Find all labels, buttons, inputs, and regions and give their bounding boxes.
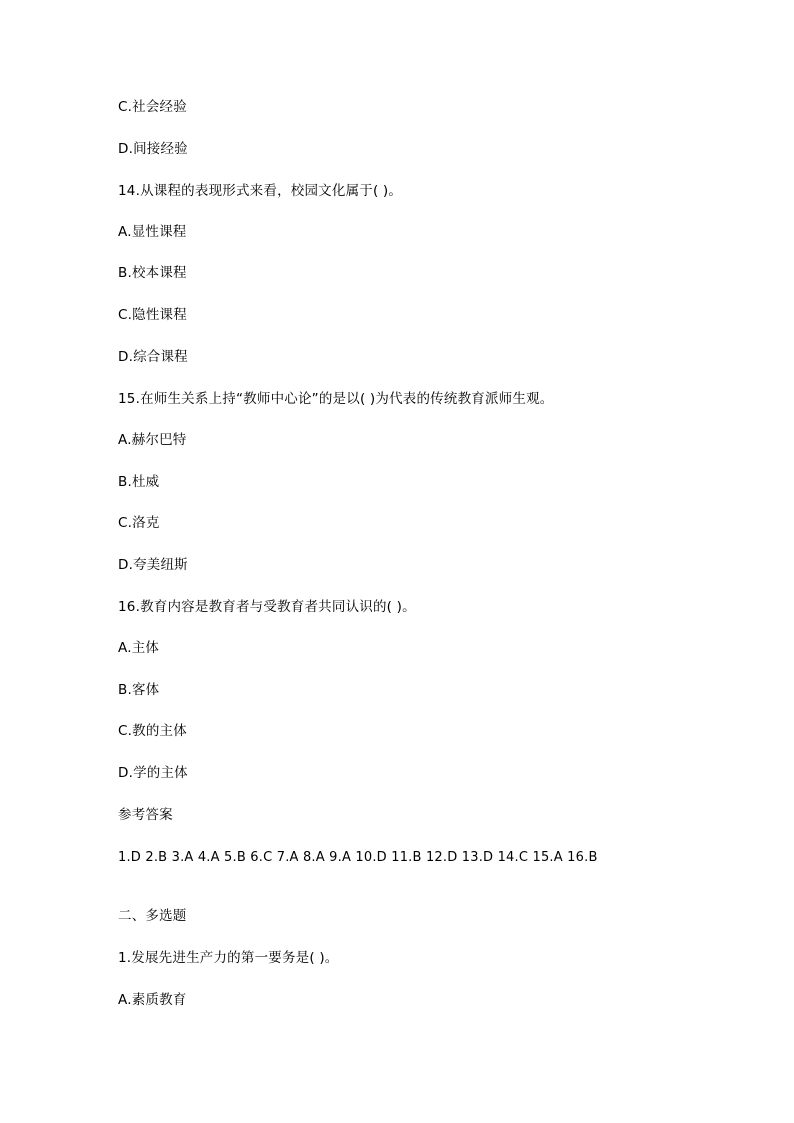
q14-option-d: D.综合课程 — [118, 349, 188, 365]
q15-question: 15.在师生关系上持“教师中心论”的是以( )为代表的传统教育派师生观。 — [118, 391, 554, 407]
q16-option-b: B.客体 — [118, 682, 160, 698]
q14-option-b: B.校本课程 — [118, 265, 187, 281]
q13-option-d: D.间接经验 — [118, 141, 188, 157]
q16-option-d: D.学的主体 — [118, 765, 188, 781]
q14-option-a: A.显性课程 — [118, 224, 187, 240]
q15-option-c: C.洛克 — [118, 515, 160, 531]
q13-option-c: C.社会经验 — [118, 99, 187, 115]
q14-question: 14.从课程的表现形式来看，校园文化属于( )。 — [118, 183, 403, 199]
s2-q1-option-a: A.素质教育 — [118, 992, 187, 1008]
section-2-heading: 二、多选题 — [118, 908, 187, 924]
q15-option-a: A.赫尔巴特 — [118, 432, 187, 448]
q15-option-b: B.杜威 — [118, 474, 160, 490]
q16-option-c: C.教的主体 — [118, 723, 187, 739]
q15-option-d: D.夸美纽斯 — [118, 557, 188, 573]
q16-option-a: A.主体 — [118, 640, 160, 656]
answer-key-text: 1.D 2.B 3.A 4.A 5.B 6.C 7.A 8.A 9.A 10.D 11.B 12.D 13.D 14.C 15.A 16.B — [118, 850, 598, 865]
answer-key-heading: 参考答案 — [118, 807, 173, 823]
s2-q1-question: 1.发展先进生产力的第一要务是( )。 — [118, 950, 339, 966]
q16-question: 16.教育内容是教育者与受教育者共同认识的( )。 — [118, 599, 416, 615]
q14-option-c: C.隐性课程 — [118, 307, 187, 323]
